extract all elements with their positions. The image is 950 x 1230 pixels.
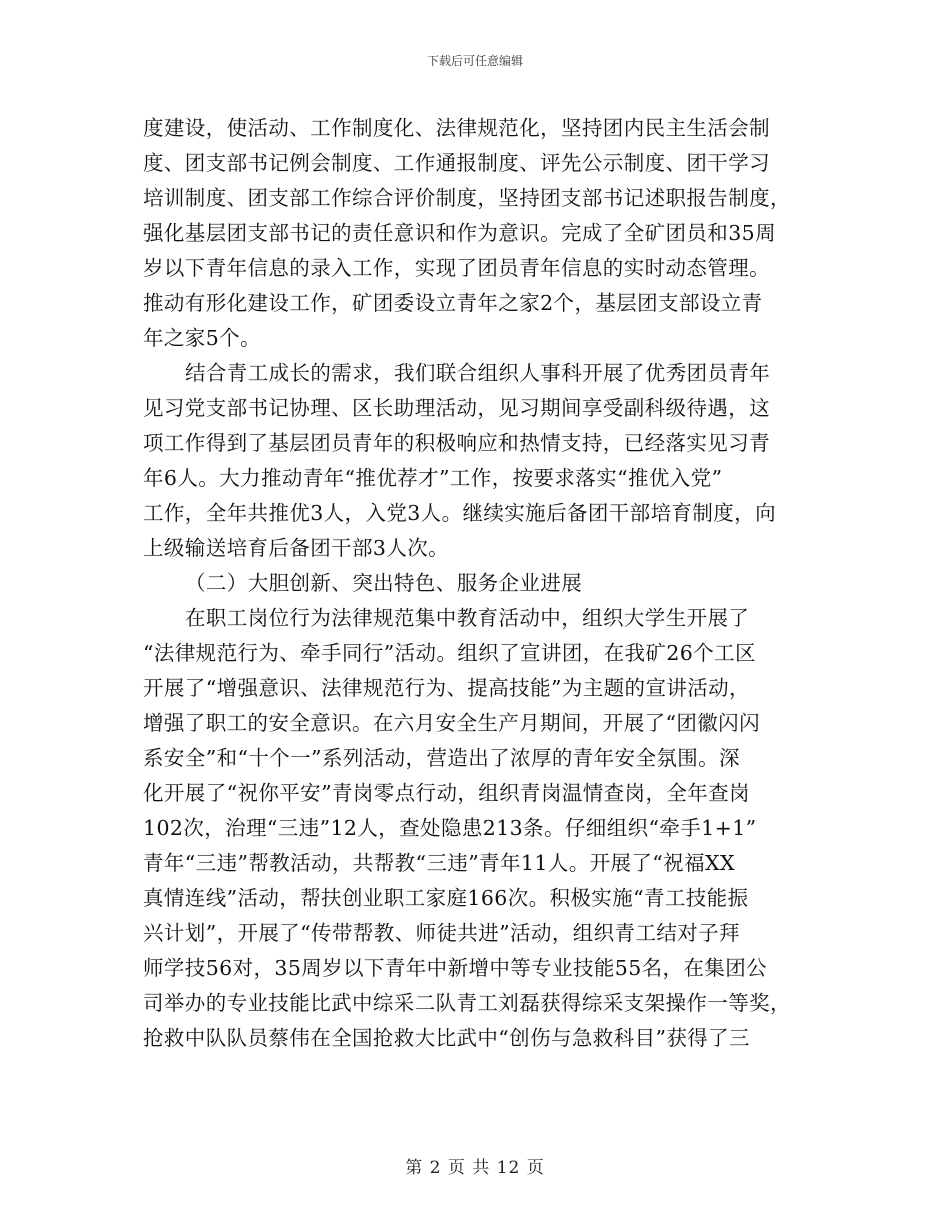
paragraph-first-line: 在职工岗位行为法律规范集中教育活动中，组织大学生开展了 [185, 606, 750, 630]
body-line: 司举办的专业技能比武中综采二队青工刘磊获得综采支架操作一等奖， [143, 991, 791, 1015]
body-line: 师学技56对，35周岁以下青年中新增中等专业技能55名，在集团公 [143, 956, 768, 980]
body-line: 项工作得到了基层团员青年的积极响应和热情支持，已经落实见习青 [143, 431, 770, 455]
body-line: “法律规范行为、牵手同行”活动。组织了宣讲团，在我矿26个工区 [143, 641, 756, 665]
body-line: 年之家5个。 [143, 326, 261, 350]
body-line: 强化基层团支部书记的责任意识和作为意识。完成了全矿团员和35周 [143, 221, 776, 245]
paragraph-first-line: 结合青工成长的需求，我们联合组织人事科开展了优秀团员青年 [185, 361, 771, 385]
body-line: 102次，治理“三违”12人，查处隐患213条。仔细组织“牵手1+1” [143, 816, 757, 840]
body-line: 度、团支部书记例会制度、工作通报制度、评先公示制度、团干学习 [143, 151, 770, 175]
page-header-note: 下载后可任意编辑 [426, 54, 523, 68]
body-line: 推动有形化建设工作，矿团委设立青年之家2个，基层团支部设立青 [143, 291, 763, 315]
body-line: 见习党支部书记协理、区长助理活动，见习期间享受副科级待遇，这 [143, 396, 770, 420]
body-line: 度建设，使活动、工作制度化、法律规范化，坚持团内民主生活会制 [143, 116, 770, 140]
body-line: 兴计划”，开展了“传带帮教、师徒共进”活动，组织青工结对子拜 [143, 921, 740, 945]
body-line: 化开展了“祝你平安”青岗零点行动，组织青岗温情查岗，全年查岗 [143, 781, 750, 805]
section-heading: （二）大胆创新、突出特色、服务企业进展 [185, 571, 583, 595]
body-line: 上级输送培育后备团干部3人次。 [143, 536, 450, 560]
body-line: 青年“三违”帮教活动，共帮教“三违”青年11人。开展了“祝福XX [143, 851, 735, 875]
body-line: 增强了职工的安全意识。在六月安全生产月期间，开展了“团徽闪闪 [143, 711, 760, 735]
body-line: 系安全”和“十个一”系列活动，营造出了浓厚的青年安全氛围。深 [143, 746, 740, 770]
body-line: 培训制度、团支部工作综合评价制度，坚持团支部书记述职报告制度， [143, 186, 791, 210]
body-line: 开展了“增强意识、法律规范行为、提高技能”为主题的宣讲活动， [143, 676, 750, 700]
body-line: 真情连线”活动，帮扶创业职工家庭166次。积极实施“青工技能振 [143, 886, 749, 910]
body-line: 工作，全年共推优3人，入党3人。继续实施后备团干部培育制度，向 [143, 501, 776, 525]
body-line: 抢救中队队员蔡伟在全国抢救大比武中“创伤与急救科目”获得了三 [143, 1026, 750, 1050]
body-line: 年6人。大力推动青年“推优荐才”工作，按要求落实“推优入党” [143, 466, 723, 490]
body-line: 岁以下青年信息的录入工作，实现了团员青年信息的实时动态管理。 [143, 256, 770, 280]
page-number: 第 2 页 共 12 页 [405, 1158, 545, 1178]
